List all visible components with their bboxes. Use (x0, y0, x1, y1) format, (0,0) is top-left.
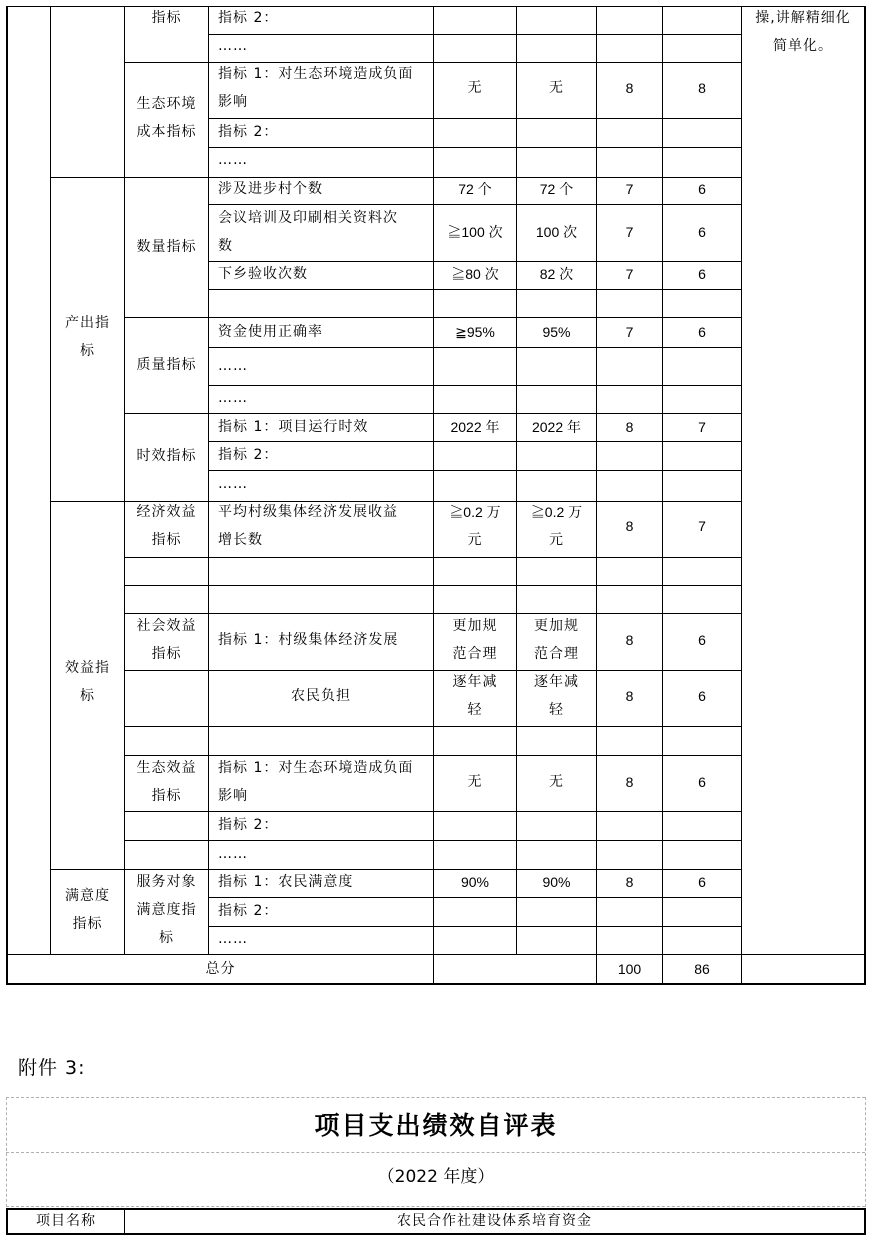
level2-cell: 标 (80, 688, 95, 704)
target-cell: ≧95% (455, 324, 495, 340)
remark-cell: 操,讲解精细化 (755, 10, 851, 26)
weight-cell: 8 (625, 688, 634, 704)
indicator-cell: 农民负担 (291, 688, 351, 704)
total-label: 总分 (205, 961, 236, 977)
form-year: （2022 年度） (377, 1167, 495, 1187)
level3-cell: 指标 (151, 646, 182, 662)
indicator-cell: 指标 2： (218, 903, 279, 919)
level2-cell: 满意度 (65, 888, 110, 904)
indicator-cell: 数 (218, 238, 233, 254)
project-name-value: 农民合作社建设体系培育资金 (397, 1213, 592, 1229)
target-cell: 无 (467, 80, 483, 96)
indicator-cell: 指标 1：农民满意度 (218, 874, 354, 890)
actual-cell: 范合理 (534, 646, 579, 662)
indicator-cell: 指标 1：项目运行时效 (218, 419, 369, 435)
level3-cell: 数量指标 (136, 239, 197, 255)
indicator-cell: 下乡验收次数 (218, 266, 308, 282)
indicator-cell: 指标 1：对生态环境造成负面 (218, 760, 414, 776)
indicator-cell: 会议培训及印刷相关资料次 (218, 210, 398, 226)
indicator-cell: 增长数 (218, 532, 263, 548)
score-cell: 6 (698, 632, 706, 648)
weight-cell: 7 (625, 324, 634, 340)
indicator-cell: 指标 1：对生态环境造成负面 (218, 66, 414, 82)
weight-cell: 8 (625, 774, 634, 790)
score-cell: 6 (698, 688, 706, 704)
actual-cell: 无 (549, 774, 564, 790)
score-cell: 6 (698, 774, 706, 790)
level3-cell: 满意度指 (136, 902, 197, 918)
weight-cell: 7 (625, 224, 634, 240)
level3-cell: 生态效益 (136, 760, 197, 776)
weight-cell: 7 (625, 181, 634, 197)
indicator-cell: 资金使用正确率 (218, 324, 323, 340)
weight-cell: 8 (625, 518, 634, 534)
indicator-cell: 指标 2： (218, 10, 279, 26)
level3-cell: 服务对象 (136, 874, 197, 890)
level3-cell: 时效指标 (136, 448, 197, 464)
indicator-cell: 指标 2： (218, 124, 279, 140)
indicator-cell: 影响 (218, 788, 248, 804)
score-cell: 6 (698, 874, 706, 890)
score-cell: 7 (698, 518, 706, 534)
actual-cell: 元 (549, 532, 564, 548)
indicator-cell: …… (218, 931, 248, 947)
indicator-cell: …… (218, 390, 248, 406)
weight-cell: 8 (625, 419, 634, 435)
target-cell: 90% (460, 874, 490, 890)
target-cell: 元 (467, 532, 483, 548)
actual-cell: 更加规 (534, 618, 579, 634)
weight-cell: 8 (625, 80, 634, 96)
attachment-label: 附件 3: (18, 1057, 86, 1079)
indicator-cell: 指标 2： (218, 447, 279, 463)
score-cell: 8 (698, 80, 706, 96)
weight-cell: 8 (625, 632, 634, 648)
level2-cell: 效益指 (65, 660, 110, 676)
target-cell: 范合理 (452, 646, 498, 662)
level3-cell: 标 (159, 930, 174, 946)
level3-cell: 社会效益 (136, 618, 197, 634)
score-cell: 7 (698, 419, 706, 435)
actual-cell: 逐年减 (534, 674, 579, 690)
level2-cell: 指标 (72, 916, 103, 932)
actual-cell: 72 个 (539, 181, 574, 197)
target-cell: 轻 (467, 702, 483, 718)
indicator-cell: …… (218, 358, 248, 374)
level3-cell: 指标 (151, 788, 182, 804)
total-score: 86 (694, 961, 710, 977)
remark-cell: 简单化。 (773, 38, 833, 54)
indicator-cell: …… (218, 38, 248, 54)
level3-cell: 指标 (151, 532, 182, 548)
target-cell: 无 (467, 774, 483, 790)
target-cell: 72 个 (458, 181, 492, 197)
project-name-label: 项目名称 (36, 1213, 96, 1229)
indicator-cell: …… (218, 152, 248, 168)
target-cell: ≧80 次 (451, 266, 499, 282)
indicator-cell: …… (218, 846, 248, 862)
level2-cell: 产出指 (65, 315, 110, 331)
indicator-cell: …… (218, 476, 248, 492)
form-title: 项目支出绩效自评表 (314, 1111, 558, 1140)
score-cell: 6 (698, 266, 706, 282)
indicator-cell: 指标 2： (218, 817, 279, 833)
score-cell: 6 (698, 324, 706, 340)
actual-cell: 95% (542, 324, 571, 340)
indicator-cell: 指标 1：村级集体经济发展 (218, 632, 399, 648)
level3-cell: 生态环境 (136, 96, 197, 112)
indicator-cell: 涉及进步村个数 (218, 181, 323, 197)
actual-cell: 2022 年 (531, 419, 582, 435)
target-cell: ≧100 次 (447, 224, 503, 240)
level3-cell: 成本指标 (136, 124, 197, 140)
actual-cell: ≧0.2 万 (530, 504, 583, 520)
actual-cell: 82 次 (539, 266, 574, 282)
target-cell: 2022 年 (450, 419, 500, 435)
actual-cell: 无 (549, 80, 564, 96)
level3-cell: 指标 (151, 10, 182, 26)
actual-cell: 轻 (549, 702, 564, 718)
actual-cell: 90% (542, 874, 571, 890)
target-cell: 更加规 (452, 618, 498, 634)
level3-cell: 经济效益 (136, 504, 197, 520)
total-weight: 100 (617, 961, 642, 977)
weight-cell: 7 (625, 266, 634, 282)
actual-cell: 100 次 (535, 224, 578, 240)
weight-cell: 8 (625, 874, 634, 890)
target-cell: ≧0.2 万 (449, 504, 501, 520)
score-cell: 6 (698, 181, 706, 197)
score-cell: 6 (698, 224, 706, 240)
level3-cell: 质量指标 (136, 357, 197, 373)
target-cell: 逐年减 (452, 674, 498, 690)
indicator-cell: 平均村级集体经济发展收益 (218, 504, 398, 520)
indicator-cell: 影响 (218, 94, 248, 110)
level2-cell: 标 (80, 343, 95, 359)
